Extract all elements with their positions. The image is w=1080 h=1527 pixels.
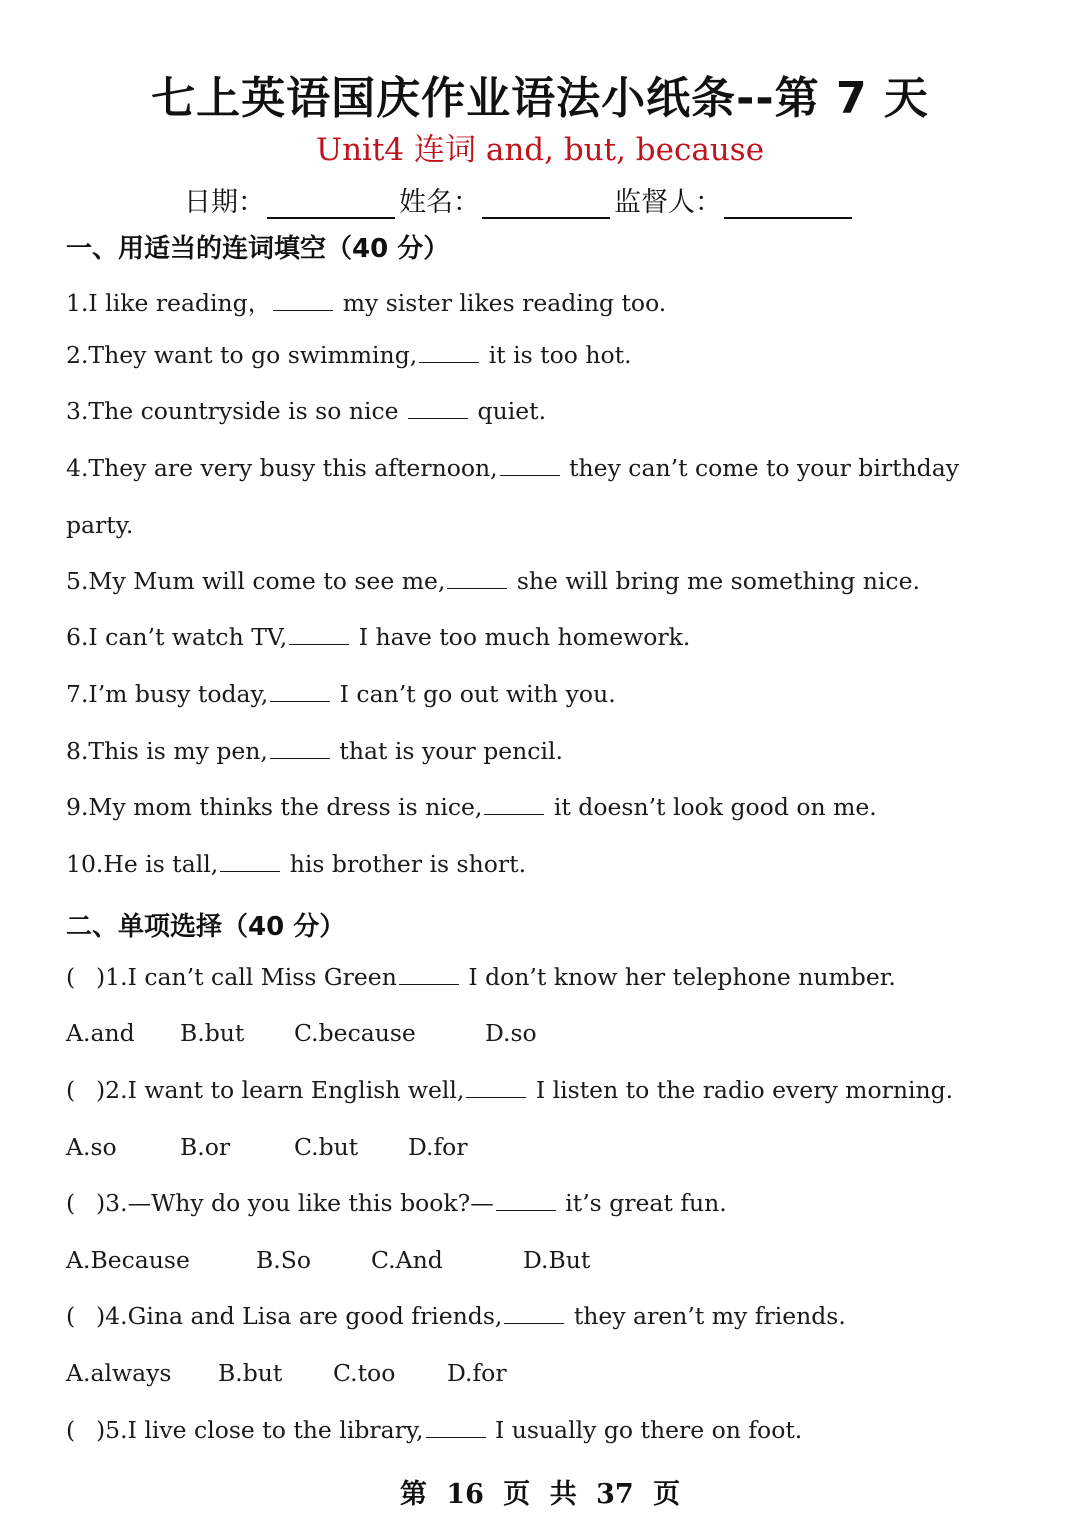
choice-options-1 [66, 1019, 537, 1047]
choice-question-1: ( )1.I can’t call Miss Green I don’t know her telephone number. [66, 963, 896, 991]
option: A.always [66, 1359, 172, 1387]
choice-options-2 [66, 1133, 468, 1161]
option: C.too [333, 1359, 396, 1387]
fill-item-9: 9.My mom thinks the dress is nice, it doesn’t look good on me. [66, 793, 877, 821]
fill-item-8: 8.This is my pen, that is your pencil. [66, 737, 563, 765]
option: B.but [180, 1019, 245, 1047]
supervisor-blank [724, 191, 852, 219]
fill-item-4-continuation: party. [66, 511, 134, 539]
choice-options-4 [66, 1359, 507, 1387]
name-label: 姓名： [399, 187, 480, 218]
answer-blank [466, 1079, 526, 1098]
info-row [184, 180, 856, 219]
answer-blank [289, 626, 349, 645]
option: C.And [371, 1246, 443, 1274]
option: C.but [294, 1133, 359, 1161]
fill-item-2: 2.They want to go swimming, it is too hot. [66, 341, 632, 369]
option: A.and [66, 1019, 135, 1047]
fill-item-5: 5.My Mum will come to see me, she will bring me something nice. [66, 567, 920, 595]
fill-item-1: 1.I like reading， my sister likes reading too. [66, 289, 667, 317]
answer-blank [484, 796, 544, 815]
date-label: 日期： [184, 187, 265, 218]
answer-blank [270, 683, 330, 702]
choice-question-5: ( )5.I live close to the library, I usually go there on foot. [66, 1416, 803, 1444]
fill-item-7: 7.I’m busy today, I can’t go out with you. [66, 680, 616, 708]
option: D.so [485, 1019, 537, 1047]
fill-item-6: 6.I can’t watch TV, I have too much homework. [66, 623, 691, 651]
answer-blank [426, 1419, 486, 1438]
option: C.because [294, 1019, 416, 1047]
answer-blank [504, 1305, 564, 1324]
choice-question-2: ( )2.I want to learn English well, I listen to the radio every morning. [66, 1076, 954, 1104]
fill-item-10: 10.He is tall, his brother is short. [66, 850, 527, 878]
choice-question-3: ( )3.—Why do you like this book?— it’s great fun. [66, 1189, 727, 1217]
answer-blank [419, 344, 479, 363]
page-title: 七上英语国庆作业语法小纸条--第 7 天 [151, 73, 929, 124]
date-blank [267, 191, 395, 219]
answer-blank [447, 570, 507, 589]
page-subtitle: Unit4 连词 and, but, because [315, 132, 765, 168]
option: D.But [523, 1246, 591, 1274]
name-blank [482, 191, 610, 219]
section1-heading: 一、用适当的连词填空（40 分） [66, 234, 450, 264]
option: A.so [66, 1133, 117, 1161]
answer-blank [270, 740, 330, 759]
option: A.Because [66, 1246, 190, 1274]
fill-item-3: 3.The countryside is so nice quiet. [66, 397, 547, 425]
answer-blank [220, 853, 280, 872]
choice-question-4: ( )4.Gina and Lisa are good friends, they aren’t my friends. [66, 1302, 846, 1330]
choice-options-3 [66, 1246, 590, 1274]
answer-blank [500, 457, 560, 476]
option: B.or [180, 1133, 231, 1161]
page-number: 第 16 页 共 37 页 [399, 1479, 681, 1510]
supervisor-label: 监督人： [614, 187, 722, 218]
answer-blank [273, 292, 333, 311]
answer-blank [408, 400, 468, 419]
section2-heading: 二、单项选择（40 分） [66, 912, 346, 942]
option: B.but [218, 1359, 283, 1387]
answer-blank [399, 966, 459, 985]
option: D.for [408, 1133, 468, 1161]
fill-item-4: 4.They are very busy this afternoon, they can’t come to your birthday [66, 454, 959, 482]
answer-blank [496, 1192, 556, 1211]
option: B.So [256, 1246, 311, 1274]
option: D.for [447, 1359, 507, 1387]
